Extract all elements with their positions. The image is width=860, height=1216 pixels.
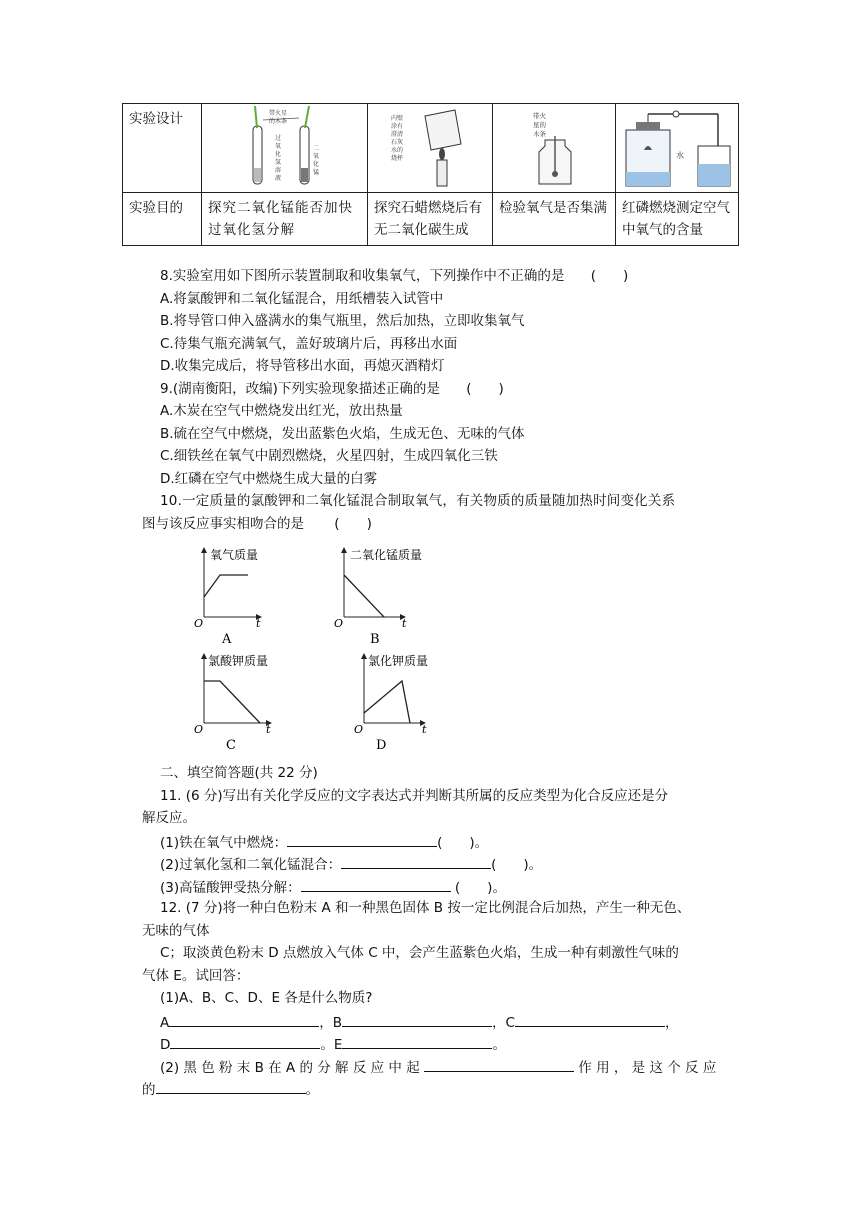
svg-text:液: 液 (274, 175, 281, 182)
q8-option-d: D.收集完成后，将导管移出水面，再熄灭酒精灯 (160, 358, 445, 374)
q11-item2-paren[interactable]: ( )。 (491, 857, 543, 873)
q11-item1-blank[interactable] (287, 830, 437, 847)
q9-answer-paren[interactable]: ( ) (466, 380, 504, 397)
row-header-purpose: 实验目的 (123, 193, 202, 246)
svg-text:带火: 带火 (533, 112, 546, 120)
phosphorus-apparatus-illustration (622, 106, 732, 188)
graph-a-label: A (222, 632, 232, 647)
graph-a-ylabel: 氧气质量 (210, 548, 259, 562)
section2-title: 二、填空简答题(共 22 分) (160, 765, 318, 781)
svg-text:氧: 氧 (274, 143, 281, 150)
q9-option-b: B.硫在空气中燃烧，发出蓝紫色火焰，生成无色、无味的气体 (160, 425, 525, 442)
svg-text:烧杯: 烧杯 (391, 155, 404, 162)
svg-text:星的: 星的 (533, 121, 546, 129)
answer-d-blank[interactable] (170, 1032, 320, 1049)
gas-bottle-illustration (519, 106, 589, 188)
q12-line3: C；取淡黄色粉末 D 点燃放入气体 C 中，会产生蓝紫色火焰，生成一种有刺激性气味的 (160, 945, 679, 961)
svg-text:内壁: 内壁 (391, 115, 404, 122)
svg-text:化: 化 (312, 161, 319, 168)
q12-blanks-row2: D 。E 。 (160, 1032, 740, 1055)
graph-b (330, 545, 450, 650)
catalyst-role-blank[interactable] (424, 1055, 574, 1072)
answer-a-blank[interactable] (169, 1010, 319, 1027)
q9-option-c: C.细铁丝在氧气中剧烈燃烧，火星四射，生成四氧化三铁 (160, 448, 498, 464)
graph-d-origin: O (354, 723, 364, 736)
graph-c-origin: O (194, 723, 204, 736)
svg-text:涂有: 涂有 (391, 123, 404, 130)
q12-sub2: (2) 黑 色 粉 末 B 在 A 的 分 解 反 应 中 起 作 用 ， 是 这 个 反 应 (160, 1055, 740, 1078)
row-header-design: 实验设计 (123, 104, 202, 193)
graph-a-curve (204, 575, 248, 597)
q8-answer-paren[interactable]: ( ) (590, 268, 629, 284)
q11-line1: 11. (6 分)写出有关化学反应的文字表达式并判断其所属的反应类型为化合反应还是分 (160, 787, 669, 804)
purpose-4: 红磷燃烧测定空气中氧气的含量 (616, 193, 739, 246)
graph-d-xlabel: t (422, 723, 427, 736)
graph-c-xlabel: t (266, 723, 271, 736)
apparatus-image-3 (493, 104, 616, 193)
q11-item3: (3)高锰酸钾受热分解： ( )。 (160, 875, 740, 898)
svg-text:带火星: 带火星 (268, 110, 287, 117)
graph-c-label: C (226, 738, 236, 753)
q8-stem: 8.实验室用如下图所示装置制取和收集氧气，下列操作中不正确的是 ( ) (160, 268, 629, 284)
questions-8-10 (142, 265, 740, 535)
svg-text:水的: 水的 (391, 147, 404, 154)
water-label-svg: 水 (676, 151, 684, 160)
q11-item1-paren[interactable]: ( )。 (437, 834, 489, 851)
svg-text:木条: 木条 (533, 130, 546, 138)
graph-c (190, 651, 310, 756)
svg-text:氧: 氧 (312, 153, 319, 160)
q10-answer-paren[interactable]: ( ) (334, 515, 372, 532)
experiment-table (122, 103, 739, 246)
svg-text:溶: 溶 (274, 167, 281, 174)
purpose-2: 探究石蜡燃烧后有无二氧化碳生成 (368, 193, 493, 246)
graph-b-curve (344, 575, 384, 617)
graph-b-origin: O (334, 617, 344, 630)
apparatus-image-2 (368, 104, 493, 193)
role-name-blank[interactable] (156, 1077, 306, 1094)
svg-text:石灰: 石灰 (391, 139, 404, 146)
section-fill-in (142, 762, 740, 1100)
q11-item3-blank[interactable] (301, 875, 451, 892)
q9-option-d: D.红磷在空气中燃烧生成大量的白雾 (160, 470, 378, 487)
graph-a-origin: O (194, 617, 204, 630)
graph-b-label: B (370, 632, 380, 647)
graph-d-ylabel: 氯化钾质量 (368, 654, 429, 668)
svg-text:过: 过 (274, 135, 281, 142)
q8-option-a: A.将氯酸钾和二氧化锰混合，用纸槽装入试管中 (160, 290, 444, 307)
q11-item3-paren[interactable]: ( )。 (450, 879, 506, 896)
graph-c-curve (204, 681, 260, 723)
purpose-3: 检验氧气是否集满 (493, 193, 616, 246)
graph-b-ylabel: 二氧化锰质量 (350, 548, 423, 562)
beaker-candle-illustration (385, 106, 475, 188)
test-tubes-illustration (245, 106, 325, 188)
q11-item1: (1)铁在氧气中燃烧： ( )。 (160, 830, 740, 853)
q9-option-a: A.木炭在空气中燃烧发出红光，放出热量 (160, 403, 403, 419)
graph-a (190, 545, 310, 650)
q8-option-c: C.待集气瓶充满氧气，盖好玻璃片后，再移出水面 (160, 335, 458, 352)
q11-line2: 解反应。 (142, 810, 196, 826)
svg-text:的木条: 的木条 (268, 118, 287, 125)
svg-text:氢: 氢 (274, 159, 281, 166)
graph-a-xlabel: t (256, 617, 261, 630)
answer-b-blank[interactable] (342, 1010, 492, 1027)
apparatus-image-1 (202, 104, 368, 193)
answer-e-blank[interactable] (342, 1032, 492, 1049)
graph-c-ylabel: 氯酸钾质量 (208, 654, 269, 668)
graph-b-xlabel: t (402, 617, 407, 630)
q12-sub2-end: 的 。 (142, 1077, 740, 1100)
q12-sub1: (1)A、B、C、D、E 各是什么物质? (160, 990, 373, 1006)
svg-text:澄清: 澄清 (391, 131, 404, 138)
q12-line4: 气体 E。试回答： (142, 967, 250, 984)
q10-stem-line1: 10.一定质量的氯酸钾和二氧化锰混合制取氧气，有关物质的质量随加热时间变化关系 (160, 493, 676, 509)
apparatus-image-4 (616, 104, 739, 193)
graph-d-curve (364, 681, 410, 723)
svg-text:二: 二 (312, 145, 319, 152)
svg-text:化: 化 (274, 151, 281, 158)
q8-option-b: B.将导管口伸入盛满水的集气瓶里，然后加热，立即收集氧气 (160, 313, 525, 329)
purpose-1: 探究二氧化锰能否加快过氧化氢分解 (202, 193, 368, 246)
q11-item2: (2)过氧化氢和二氧化锰混合： ( )。 (160, 852, 740, 875)
q12-blanks-row1: A ，B ，C ， (160, 1010, 740, 1033)
q9-stem: 9.(湖南衡阳，改编)下列实验现象描述正确的是 ( ) (160, 380, 504, 397)
q12-line2: 无味的气体 (142, 922, 210, 939)
q12-line1: 12. (7 分)将一种白色粉末 A 和一种黑色固体 B 按一定比例混合后加热，产生一种无色、 (160, 900, 691, 916)
graph-d (330, 651, 450, 756)
q10-stem-line2: 图与该反应事实相吻合的是 ( ) (142, 515, 372, 532)
svg-text:锰: 锰 (312, 169, 319, 176)
graph-d-label: D (376, 738, 387, 753)
q10-graphs (190, 545, 450, 755)
answer-c-blank[interactable] (515, 1010, 665, 1027)
q11-item2-blank[interactable] (341, 852, 491, 869)
